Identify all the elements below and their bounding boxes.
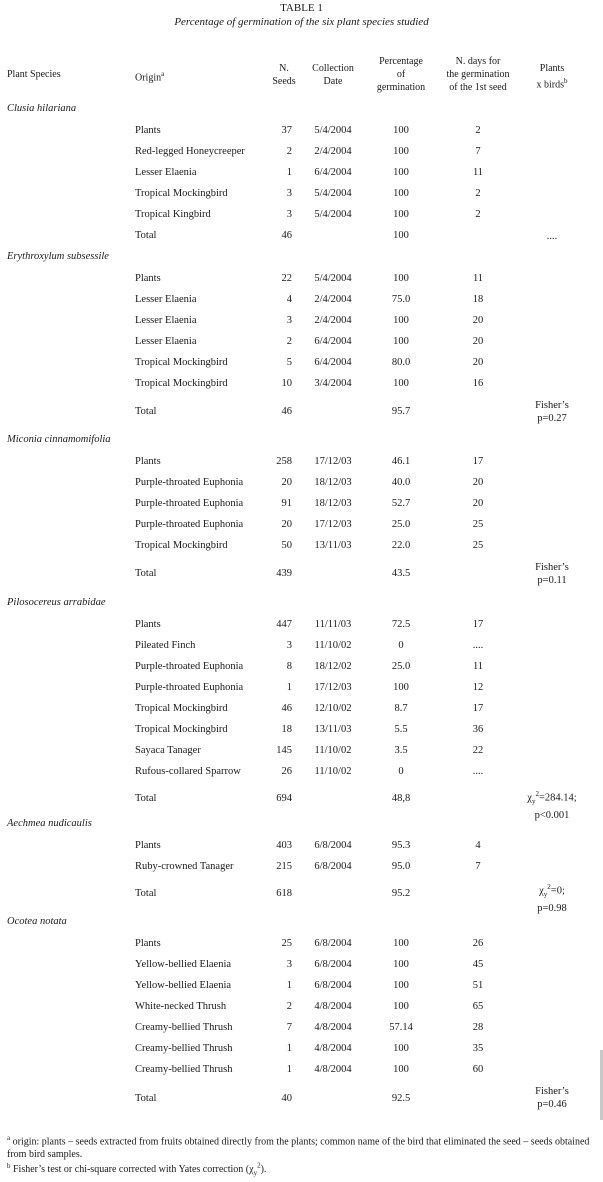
statistical-test-line-2: p=0.11 xyxy=(537,575,567,586)
cell-origin: Lesser Elaenia xyxy=(135,336,197,347)
cell-days: 11 xyxy=(472,167,484,178)
cell-seeds: 91 xyxy=(281,498,292,509)
table-row xyxy=(0,744,603,758)
header-seeds-line-2: Seeds xyxy=(272,76,296,87)
cell-days: 51 xyxy=(472,980,484,991)
cell-date: 11/10/02 xyxy=(314,766,352,777)
cell-date: 5/4/2004 xyxy=(314,125,352,136)
table-row xyxy=(0,1063,603,1077)
cell-date: 3/4/2004 xyxy=(314,378,352,389)
table-row xyxy=(0,377,603,391)
cell-days: 4 xyxy=(475,840,481,851)
cell-origin: Tropical Mockingbird xyxy=(135,540,228,551)
cell-origin: Plants xyxy=(135,456,161,467)
table-row xyxy=(0,639,603,653)
total-percentage: 95.2 xyxy=(391,888,411,899)
cell-date: 6/8/2004 xyxy=(314,980,352,991)
cell-origin: Tropical Mockingbird xyxy=(135,357,228,368)
cell-days: 11 xyxy=(472,661,484,672)
cell-origin: Ruby-crowned Tanager xyxy=(135,861,234,872)
total-label: Total xyxy=(135,1093,157,1104)
statistical-test xyxy=(512,1085,592,1111)
statistical-test xyxy=(512,561,592,587)
species-name: Clusia hilariana xyxy=(7,103,77,114)
cell-seeds: 258 xyxy=(276,456,292,467)
cell-origin: Creamy-bellied Thrush xyxy=(135,1022,233,1033)
cell-origin: Creamy-bellied Thrush xyxy=(135,1043,233,1054)
statistical-test-line-2: p=0.27 xyxy=(537,413,567,424)
statistical-test-line-2: p=0.98 xyxy=(537,902,567,914)
statistical-test-line-2: p<0.001 xyxy=(534,809,570,821)
cell-pct: 3.5 xyxy=(394,745,408,756)
total-label: Total xyxy=(135,568,157,579)
cell-origin: Tropical Kingbird xyxy=(135,209,211,220)
cell-pct: 100 xyxy=(393,336,409,347)
cell-origin: Yellow-bellied Elaenia xyxy=(135,959,232,970)
statistical-test xyxy=(512,399,592,425)
cell-days: 65 xyxy=(472,1001,484,1012)
header-origin-footnote-mark: a xyxy=(161,70,165,78)
table-row xyxy=(0,860,603,874)
table-row xyxy=(0,660,603,674)
table-row xyxy=(0,765,603,779)
statistical-test-line-1: .... xyxy=(546,231,558,242)
cell-date: 17/12/03 xyxy=(314,519,352,530)
cell-seeds: 25 xyxy=(281,938,292,949)
footnote-b xyxy=(7,1160,592,1180)
footnote-a-mark: a xyxy=(7,1134,11,1142)
table-row xyxy=(0,293,603,307)
header-days xyxy=(436,55,520,94)
cell-date: 11/11/03 xyxy=(314,619,352,630)
cell-date: 13/11/03 xyxy=(314,540,352,551)
statistical-test xyxy=(512,881,592,915)
cell-origin: Plants xyxy=(135,125,161,136)
cell-date: 4/8/2004 xyxy=(314,1001,352,1012)
footnote-a xyxy=(7,1132,592,1161)
cell-date: 6/8/2004 xyxy=(314,938,352,949)
cell-seeds: 1 xyxy=(286,1064,292,1075)
cell-date: 2/4/2004 xyxy=(314,146,352,157)
footnote-b-text: Fisher’s test or chi-square corrected with Yates correction $(\chi_y^2)$. xyxy=(10,1162,267,1178)
cell-days: .... xyxy=(472,640,484,651)
cell-days: 36 xyxy=(472,724,484,735)
cell-seeds: 4 xyxy=(286,294,292,305)
cell-days: 35 xyxy=(472,1043,484,1054)
cell-origin: Tropical Mockingbird xyxy=(135,703,228,714)
species-name: Miconia cinnamomifolia xyxy=(7,434,111,445)
cell-date: 5/4/2004 xyxy=(314,273,352,284)
cell-date: 2/4/2004 xyxy=(314,315,352,326)
table-caption: Percentage of germination of the six plant species studied xyxy=(174,16,429,28)
table-row xyxy=(0,839,603,853)
table-label: TABLE 1 xyxy=(280,2,323,14)
cell-origin: Creamy-bellied Thrush xyxy=(135,1064,233,1075)
cell-days: 20 xyxy=(472,315,484,326)
cell-days: 12 xyxy=(472,682,484,693)
statistical-test-line-2: p=0.46 xyxy=(537,1099,567,1110)
species-name: Aechmea nudicaulis xyxy=(7,818,92,829)
cell-days: .... xyxy=(472,766,484,777)
cell-seeds: 7 xyxy=(286,1022,292,1033)
total-label: Total xyxy=(135,230,157,241)
cell-date: 4/8/2004 xyxy=(314,1043,352,1054)
statistical-test-line-1: Fisher’s xyxy=(535,400,569,411)
cell-seeds: 403 xyxy=(276,840,292,851)
cell-days: 20 xyxy=(472,477,484,488)
cell-origin: Sayaca Tanager xyxy=(135,745,201,756)
cell-seeds: 1 xyxy=(286,682,292,693)
total-seeds: 46 xyxy=(281,406,292,417)
cell-pct: 100 xyxy=(393,188,409,199)
total-percentage: 48,8 xyxy=(391,793,411,804)
cell-days: 17 xyxy=(472,703,484,714)
header-seeds xyxy=(262,62,306,88)
cell-pct: 100 xyxy=(393,378,409,389)
cell-origin: Rufous-collared Sparrow xyxy=(135,766,241,777)
cell-origin: Purple-throated Euphonia xyxy=(135,661,244,672)
cell-date: 17/12/03 xyxy=(314,682,352,693)
cell-seeds: 20 xyxy=(281,477,292,488)
table-row xyxy=(0,497,603,511)
cell-pct: 95.3 xyxy=(391,840,411,851)
cell-seeds: 3 xyxy=(286,209,292,220)
cell-pct: 40.0 xyxy=(391,477,411,488)
total-seeds: 439 xyxy=(276,568,292,579)
cell-seeds: 1 xyxy=(286,980,292,991)
table-row xyxy=(0,539,603,553)
cell-seeds: 50 xyxy=(281,540,292,551)
table-row xyxy=(0,208,603,222)
table-row xyxy=(0,455,603,469)
species-name: Erythroxylum subsessile xyxy=(7,251,109,262)
cell-days: 60 xyxy=(472,1064,484,1075)
table-row xyxy=(0,476,603,490)
header-percentage-line-1: Percentage xyxy=(379,56,423,67)
cell-seeds: 26 xyxy=(281,766,292,777)
cell-seeds: 3 xyxy=(286,188,292,199)
cell-pct: 100 xyxy=(393,1001,409,1012)
cell-seeds: 22 xyxy=(281,273,292,284)
cell-seeds: 37 xyxy=(281,125,292,136)
header-birds-line-1: Plants xyxy=(539,63,565,74)
cell-origin: Tropical Mockingbird xyxy=(135,378,228,389)
cell-days: 28 xyxy=(472,1022,484,1033)
cell-pct: 100 xyxy=(393,146,409,157)
table-row xyxy=(0,681,603,695)
header-seeds-line-1: N. xyxy=(279,63,289,74)
cell-days: 7 xyxy=(475,146,481,157)
cell-date: 17/12/03 xyxy=(314,456,352,467)
cell-origin: Tropical Mockingbird xyxy=(135,188,228,199)
total-label: Total xyxy=(135,406,157,417)
species-name: Ocotea notata xyxy=(7,916,67,927)
cell-pct: 22.0 xyxy=(391,540,411,551)
cell-seeds: 2 xyxy=(286,336,292,347)
cell-date: 18/12/03 xyxy=(314,498,352,509)
cell-origin: Purple-throated Euphonia xyxy=(135,498,244,509)
statistical-test-line-1: $\chi_y^2=0$; xyxy=(539,883,565,899)
cell-days: 16 xyxy=(472,378,484,389)
cell-date: 6/4/2004 xyxy=(314,167,352,178)
header-date-line-2: Date xyxy=(323,76,343,87)
cell-days: 20 xyxy=(472,336,484,347)
table-row xyxy=(0,145,603,159)
cell-date: 4/8/2004 xyxy=(314,1064,352,1075)
cell-seeds: 3 xyxy=(286,640,292,651)
table-row xyxy=(0,1000,603,1014)
cell-pct: 100 xyxy=(393,980,409,991)
header-percentage-line-3: germination xyxy=(376,82,426,93)
cell-days: 17 xyxy=(472,456,484,467)
table-row xyxy=(0,335,603,349)
header-days-line-1: N. days for xyxy=(455,56,501,67)
total-label: Total xyxy=(135,793,157,804)
cell-days: 2 xyxy=(475,209,481,220)
cell-seeds: 2 xyxy=(286,146,292,157)
table-row xyxy=(0,979,603,993)
cell-days: 26 xyxy=(472,938,484,949)
cell-date: 18/12/03 xyxy=(314,477,352,488)
cell-days: 20 xyxy=(472,357,484,368)
cell-date: 6/8/2004 xyxy=(314,861,352,872)
cell-days: 2 xyxy=(475,188,481,199)
cell-pct: 80.0 xyxy=(391,357,411,368)
total-percentage: 95.7 xyxy=(391,406,411,417)
total-percentage: 100 xyxy=(393,230,409,241)
cell-seeds: 8 xyxy=(286,661,292,672)
statistical-test xyxy=(512,788,592,822)
table-row xyxy=(0,166,603,180)
cell-pct: 100 xyxy=(393,273,409,284)
total-seeds: 618 xyxy=(276,888,292,899)
cell-origin: Plants xyxy=(135,938,161,949)
header-plants-x-birds xyxy=(522,62,582,91)
cell-days: 20 xyxy=(472,498,484,509)
cell-date: 13/11/03 xyxy=(314,724,352,735)
total-percentage: 43.5 xyxy=(391,568,411,579)
cell-pct: 57.14 xyxy=(389,1022,413,1033)
table-row xyxy=(0,702,603,716)
cell-pct: 100 xyxy=(393,167,409,178)
cell-seeds: 18 xyxy=(281,724,292,735)
cell-seeds: 20 xyxy=(281,519,292,530)
cell-pct: 100 xyxy=(393,938,409,949)
cell-origin: Lesser Elaenia xyxy=(135,294,197,305)
cell-seeds: 215 xyxy=(276,861,292,872)
table-row xyxy=(0,518,603,532)
cell-origin: Plants xyxy=(135,273,161,284)
cell-seeds: 1 xyxy=(286,167,292,178)
cell-pct: 25.0 xyxy=(391,519,411,530)
cell-origin: White-necked Thrush xyxy=(135,1001,227,1012)
cell-pct: 0 xyxy=(398,766,404,777)
cell-origin: Yellow-bellied Elaenia xyxy=(135,980,232,991)
statistical-test-line-1: Fisher’s xyxy=(535,562,569,573)
cell-seeds: 3 xyxy=(286,959,292,970)
cell-pct: 52.7 xyxy=(391,498,411,509)
cell-days: 45 xyxy=(472,959,484,970)
header-birds-label: x birds xyxy=(536,79,564,91)
table-row xyxy=(0,356,603,370)
statistical-test xyxy=(512,230,592,243)
cell-days: 17 xyxy=(472,619,484,630)
table-row xyxy=(0,1042,603,1056)
header-date xyxy=(303,62,363,88)
cell-origin: Plants xyxy=(135,840,161,851)
cell-date: 18/12/02 xyxy=(314,661,352,672)
cell-origin: Purple-throated Euphonia xyxy=(135,682,244,693)
cell-days: 11 xyxy=(472,273,484,284)
statistical-test-line-1: Fisher’s xyxy=(535,1086,569,1097)
total-seeds: 46 xyxy=(281,230,292,241)
cell-pct: 100 xyxy=(393,1064,409,1075)
species-name: Pilosocereus arrabidae xyxy=(7,597,106,608)
cell-seeds: 5 xyxy=(286,357,292,368)
cell-date: 6/4/2004 xyxy=(314,336,352,347)
cell-pct: 8.7 xyxy=(394,703,408,714)
cell-seeds: 145 xyxy=(276,745,292,756)
cell-pct: 72.5 xyxy=(391,619,411,630)
cell-pct: 100 xyxy=(393,125,409,136)
table-row xyxy=(0,314,603,328)
cell-date: 11/10/02 xyxy=(314,745,352,756)
cell-date: 5/4/2004 xyxy=(314,188,352,199)
cell-origin: Plants xyxy=(135,619,161,630)
cell-date: 5/4/2004 xyxy=(314,209,352,220)
cell-origin: Lesser Elaenia xyxy=(135,315,197,326)
cell-date: 6/4/2004 xyxy=(314,357,352,368)
total-label: Total xyxy=(135,888,157,899)
cell-days: 7 xyxy=(475,861,481,872)
cell-pct: 46.1 xyxy=(391,456,411,467)
cell-seeds: 3 xyxy=(286,315,292,326)
cell-date: 6/8/2004 xyxy=(314,840,352,851)
cell-days: 25 xyxy=(472,519,484,530)
cell-date: 6/8/2004 xyxy=(314,959,352,970)
cell-origin: Purple-throated Euphonia xyxy=(135,519,244,530)
statistical-test-line-1: $\chi_y^2=284.14$; xyxy=(527,790,577,806)
table-row xyxy=(0,187,603,201)
table-row xyxy=(0,618,603,632)
cell-pct: 5.5 xyxy=(394,724,408,735)
cell-pct: 95.0 xyxy=(391,861,411,872)
header-days-line-3: of the 1st seed xyxy=(449,82,507,93)
cell-date: 12/10/02 xyxy=(314,703,352,714)
cell-origin: Tropical Mockingbird xyxy=(135,724,228,735)
cell-days: 22 xyxy=(472,745,484,756)
header-species: Plant Species xyxy=(7,69,61,80)
total-seeds: 40 xyxy=(281,1093,292,1104)
cell-pct: 100 xyxy=(393,1043,409,1054)
footnote-a-text: origin: plants – seeds extracted from fruits obtained directly from the plants; common name of the bird that eliminated the seed – seeds obtained from bird samples. xyxy=(7,1136,590,1161)
cell-date: 11/10/02 xyxy=(314,640,352,651)
table-row xyxy=(0,937,603,951)
cell-seeds: 447 xyxy=(276,619,292,630)
cell-days: 25 xyxy=(472,540,484,551)
cell-pct: 25.0 xyxy=(391,661,411,672)
table-row xyxy=(0,124,603,138)
cell-days: 18 xyxy=(472,294,484,305)
table-row xyxy=(0,723,603,737)
header-origin xyxy=(135,68,164,84)
cell-pct: 100 xyxy=(393,682,409,693)
cell-days: 2 xyxy=(475,125,481,136)
table-row xyxy=(0,958,603,972)
cell-origin: Lesser Elaenia xyxy=(135,167,197,178)
cell-date: 4/8/2004 xyxy=(314,1022,352,1033)
cell-pct: 75.0 xyxy=(391,294,411,305)
header-days-line-2: the germination xyxy=(446,69,510,80)
total-percentage: 92.5 xyxy=(391,1093,411,1104)
cell-origin: Purple-throated Euphonia xyxy=(135,477,244,488)
cell-pct: 0 xyxy=(398,640,404,651)
header-date-line-1: Collection xyxy=(312,63,354,74)
header-percentage xyxy=(366,55,436,94)
total-seeds: 694 xyxy=(276,793,292,804)
cell-origin: Red-legged Honeycreeper xyxy=(135,146,245,157)
header-birds-line-2 xyxy=(522,75,582,91)
footnote-b-mark: b xyxy=(7,1162,11,1170)
header-origin-label: Origin xyxy=(135,72,162,84)
cell-date: 2/4/2004 xyxy=(314,294,352,305)
header-birds-footnote-mark: b xyxy=(564,77,568,85)
cell-seeds: 10 xyxy=(281,378,292,389)
cell-pct: 100 xyxy=(393,315,409,326)
cell-seeds: 1 xyxy=(286,1043,292,1054)
cell-seeds: 2 xyxy=(286,1001,292,1012)
cell-pct: 100 xyxy=(393,959,409,970)
table-row xyxy=(0,272,603,286)
cell-seeds: 46 xyxy=(281,703,292,714)
cell-pct: 100 xyxy=(393,209,409,220)
cell-origin: Pileated Finch xyxy=(135,640,196,651)
table-row xyxy=(0,1021,603,1035)
header-percentage-line-2: of xyxy=(396,69,406,80)
